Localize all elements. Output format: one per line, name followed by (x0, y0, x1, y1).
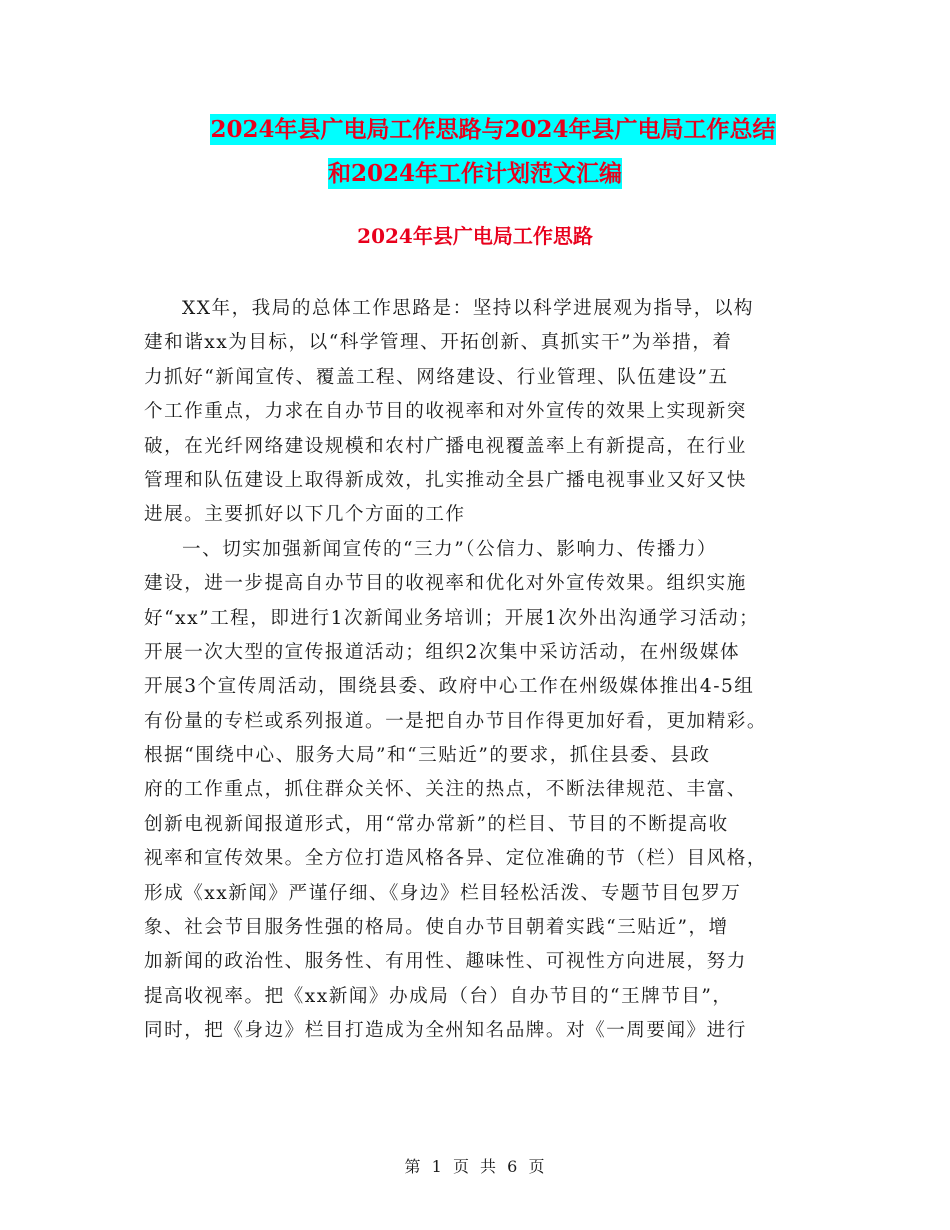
text-line: 好“xx”工程，即进行1次新闻业务培训；开展1次外出沟通学习活动； (144, 607, 760, 629)
document-title (0, 108, 950, 196)
document-title-line-1: 2024年县广电局工作思路与2024年县广电局工作总结 (210, 116, 776, 143)
text-line: 进展。主要抓好以下几个方面的工作 (144, 504, 466, 526)
text-line: 加新闻的政治性、服务性、有用性、趣味性、可视性方向进展，努力 (144, 951, 747, 973)
page-label-suffix: 页 (528, 1157, 546, 1176)
text-line: 开展3个宣传周活动，围绕县委、政府中心工作在州级媒体推出4-5组 (144, 676, 755, 698)
page-footer (0, 1154, 950, 1177)
document-title-line-2: 和2024年工作计划范文汇编 (327, 160, 622, 187)
text-line: 建设，进一步提高自办节目的收视率和优化对外宣传效果。组织实施 (144, 573, 747, 595)
text-line: 力抓好“新闻宣传、覆盖工程、网络建设、行业管理、队伍建设”五 (144, 366, 729, 388)
page-label-mid: 页 (452, 1157, 470, 1176)
total-label: 共 (480, 1157, 498, 1176)
total-pages-number: 6 (507, 1157, 519, 1176)
page-label-prefix: 第 (404, 1157, 422, 1176)
current-page-number: 1 (431, 1157, 443, 1176)
text-line: 个工作重点，力求在自办节目的收视率和对外宣传的效果上实现新突 (144, 401, 747, 423)
text-line: 视率和宣传效果。全方位打造风格各异、定位准确的节（栏）目风格， (144, 848, 767, 870)
text-line: 破，在光纤网络建设规模和农村广播电视覆盖率上有新提高，在行业 (144, 435, 747, 457)
text-line: 建和谐xx为目标，以“科学管理、开拓创新、真抓实干”为举措，着 (144, 332, 733, 354)
text-line: 提高收视率。把《xx新闻》办成局（台）自办节目的“王牌节目”， (144, 985, 733, 1007)
text-line: 根据“围绕中心、服务大局”和“三贴近”的要求，抓住县委、县政 (144, 745, 711, 767)
text-line: 同时，把《身边》栏目打造成为全州知名品牌。对《一周要闻》进行 (144, 1020, 747, 1042)
text-line: 一、切实加强新闻宣传的“三力”（公信力、影响力、传播力） (182, 538, 718, 560)
document-body (144, 292, 824, 1049)
text-line: 形成《xx新闻》严谨仔细、《身边》栏目轻松活泼、专题节目包罗万 (144, 882, 742, 904)
text-line: 创新电视新闻报道形式，用“常办常新”的栏目、节目的不断提高收 (144, 813, 729, 835)
text-line: 有份量的专栏或系列报道。一是把自办节目作得更加好看，更加精彩。 (144, 710, 767, 732)
text-line: 府的工作重点，抓住群众关怀、关注的热点，不断法律规范、丰富、 (144, 779, 747, 801)
text-line: 管理和队伍建设上取得新成效，扎实推动全县广播电视事业又好又快 (144, 469, 747, 491)
section-title: 2024年县广电局工作思路 (357, 224, 593, 248)
text-line: 象、社会节目服务性强的格局。使自办节目朝着实践“三贴近”，增 (144, 917, 729, 939)
text-line: 开展一次大型的宣传报道活动；组织2次集中采访活动，在州级媒体 (144, 641, 741, 663)
text-line: XX年，我局的总体工作思路是：坚持以科学进展观为指导，以构 (182, 298, 755, 319)
